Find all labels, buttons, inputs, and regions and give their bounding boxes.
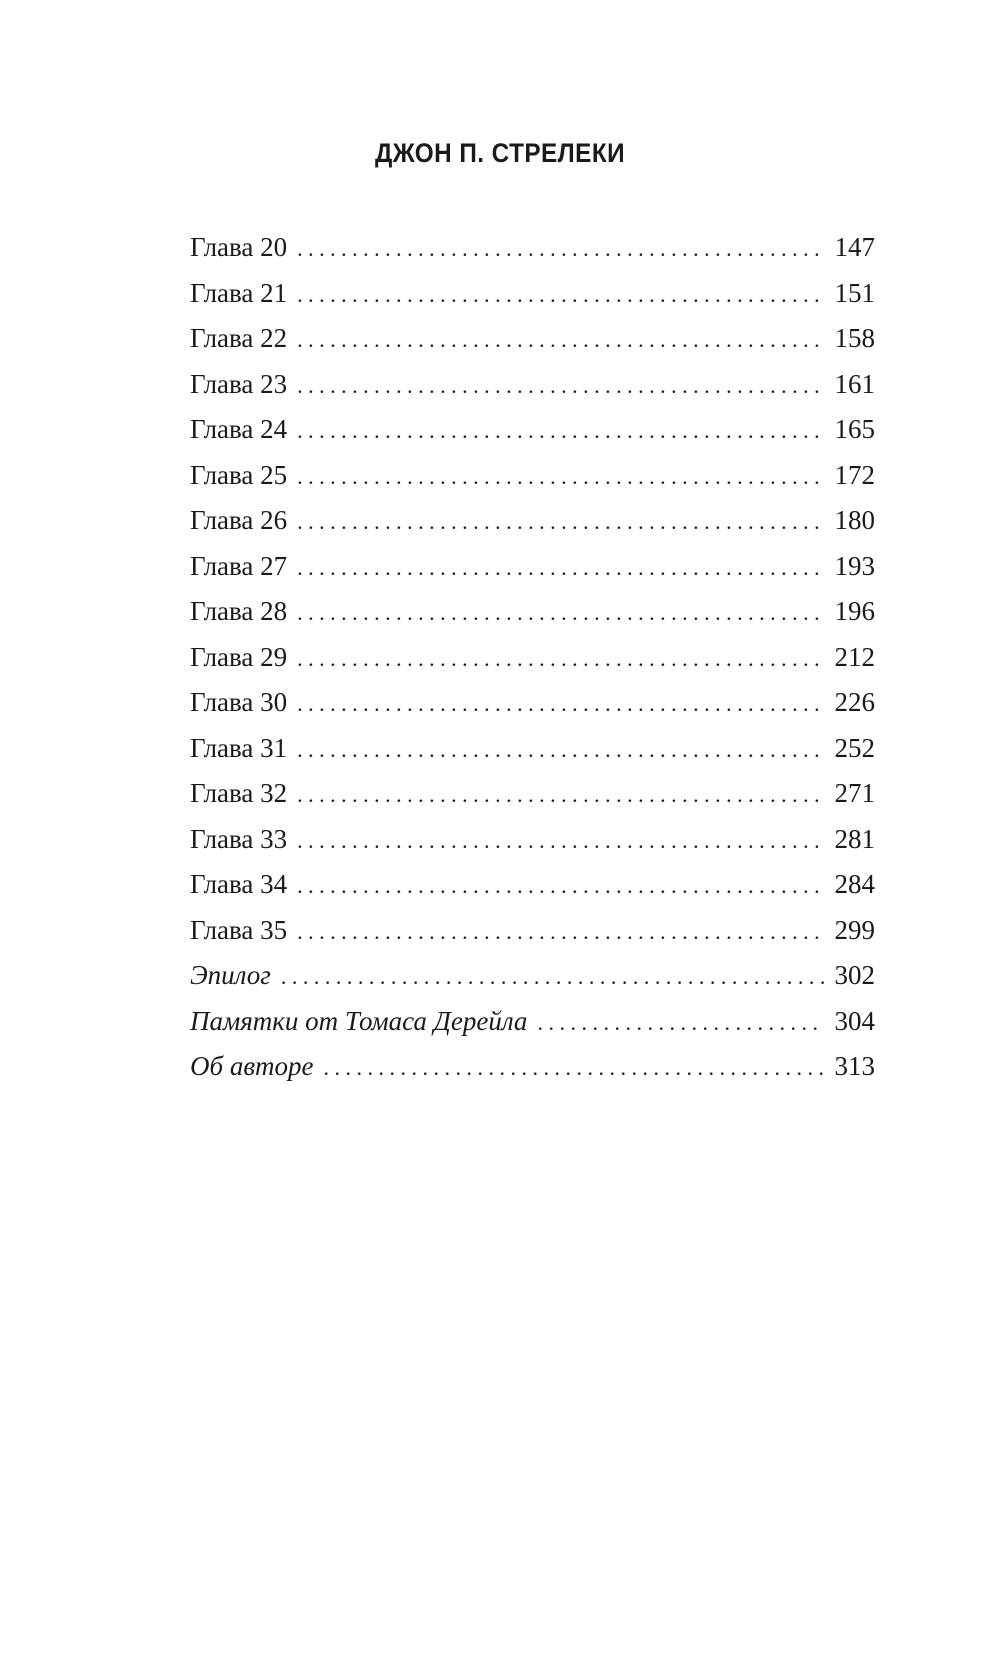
- toc-entry: [190, 498, 875, 544]
- toc-dot-leader: [297, 818, 825, 864]
- toc-entry-page-number: 196: [834, 596, 875, 626]
- toc-entry: [190, 953, 875, 999]
- toc-dot-leader: [297, 545, 825, 591]
- toc-dot-leader: [297, 499, 825, 545]
- toc-dot-leader: [537, 1000, 825, 1046]
- toc-entry: [190, 635, 875, 681]
- toc-dot-leader: [297, 727, 825, 773]
- toc-entry-page-number: 158: [834, 323, 875, 353]
- toc-entry: [190, 680, 875, 726]
- toc-entry: [190, 316, 875, 362]
- toc-entry-page-number: 151: [834, 277, 875, 308]
- toc-entry-title: Глава 22: [190, 323, 288, 353]
- toc-entry: [190, 862, 875, 908]
- toc-dot-leader: [324, 1045, 825, 1091]
- toc-entry-title: Глава 30: [190, 687, 288, 717]
- toc-entry-title: Эпилог: [190, 960, 271, 990]
- toc-entry-page-number: 299: [834, 914, 875, 945]
- toc-entry: [190, 908, 875, 954]
- toc-entry: [190, 271, 875, 317]
- toc-entry-title: Глава 20: [190, 232, 288, 262]
- toc-entry: [190, 362, 875, 408]
- table-of-contents: [190, 225, 875, 1090]
- toc-dot-leader: [297, 772, 825, 818]
- toc-entry-page-number: 193: [834, 550, 875, 581]
- toc-entry-page-number: 161: [834, 368, 875, 399]
- toc-entry: [190, 453, 875, 499]
- toc-entry-title: Глава 25: [190, 459, 288, 490]
- toc-entry-title: Глава 21: [190, 277, 288, 308]
- toc-dot-leader: [297, 363, 825, 409]
- toc-entry-title: Глава 23: [190, 368, 288, 399]
- toc-entry-title: Глава 27: [190, 550, 288, 581]
- toc-entry-page-number: 281: [834, 823, 875, 854]
- toc-entry-title: Глава 29: [190, 641, 288, 672]
- toc-dot-leader: [297, 317, 825, 363]
- toc-entry-page-number: 304: [834, 1005, 875, 1036]
- toc-entry-title: Глава 31: [190, 732, 288, 763]
- toc-dot-leader: [297, 226, 825, 272]
- toc-entry-title: Глава 28: [190, 596, 288, 626]
- toc-entry-title: Глава 34: [190, 869, 288, 899]
- toc-dot-leader: [297, 454, 825, 500]
- toc-entry: [190, 544, 875, 590]
- toc-entry-page-number: 284: [834, 869, 875, 899]
- toc-entry: [190, 407, 875, 453]
- toc-entry-page-number: 271: [834, 778, 875, 808]
- toc-dot-leader: [281, 954, 825, 1000]
- toc-dot-leader: [297, 408, 825, 454]
- toc-entry-page-number: 252: [834, 732, 875, 763]
- toc-entry-title: Глава 35: [190, 914, 288, 945]
- toc-entry-page-number: 313: [834, 1051, 875, 1081]
- toc-entry: [190, 771, 875, 817]
- toc-entry-page-number: 212: [834, 641, 875, 672]
- toc-dot-leader: [297, 909, 825, 955]
- toc-dot-leader: [297, 272, 825, 318]
- toc-entry: [190, 999, 875, 1045]
- toc-entry-page-number: 147: [834, 232, 875, 262]
- toc-entry: [190, 589, 875, 635]
- toc-dot-leader: [297, 590, 825, 636]
- toc-entry-title: Об авторе: [190, 1051, 314, 1081]
- toc-entry: [190, 726, 875, 772]
- toc-entry: [190, 817, 875, 863]
- toc-entry-title: Памятки от Томаса Дерейла: [190, 1005, 528, 1036]
- toc-entry-page-number: 165: [834, 414, 875, 444]
- toc-dot-leader: [297, 681, 825, 727]
- toc-entry-page-number: 226: [834, 687, 875, 717]
- toc-entry-page-number: 172: [834, 459, 875, 490]
- toc-entry-title: Глава 33: [190, 823, 288, 854]
- toc-entry-title: Глава 32: [190, 778, 288, 808]
- toc-entry-title: Глава 24: [190, 414, 288, 444]
- toc-dot-leader: [297, 636, 825, 682]
- toc-dot-leader: [297, 863, 825, 909]
- toc-entry: [190, 1044, 875, 1090]
- running-header: ДЖОН П. СТРЕЛЕКИ: [374, 138, 626, 168]
- toc-entry-page-number: 302: [834, 960, 875, 990]
- toc-entry-title: Глава 26: [190, 505, 288, 535]
- toc-entry: [190, 225, 875, 271]
- toc-entry-page-number: 180: [834, 505, 875, 535]
